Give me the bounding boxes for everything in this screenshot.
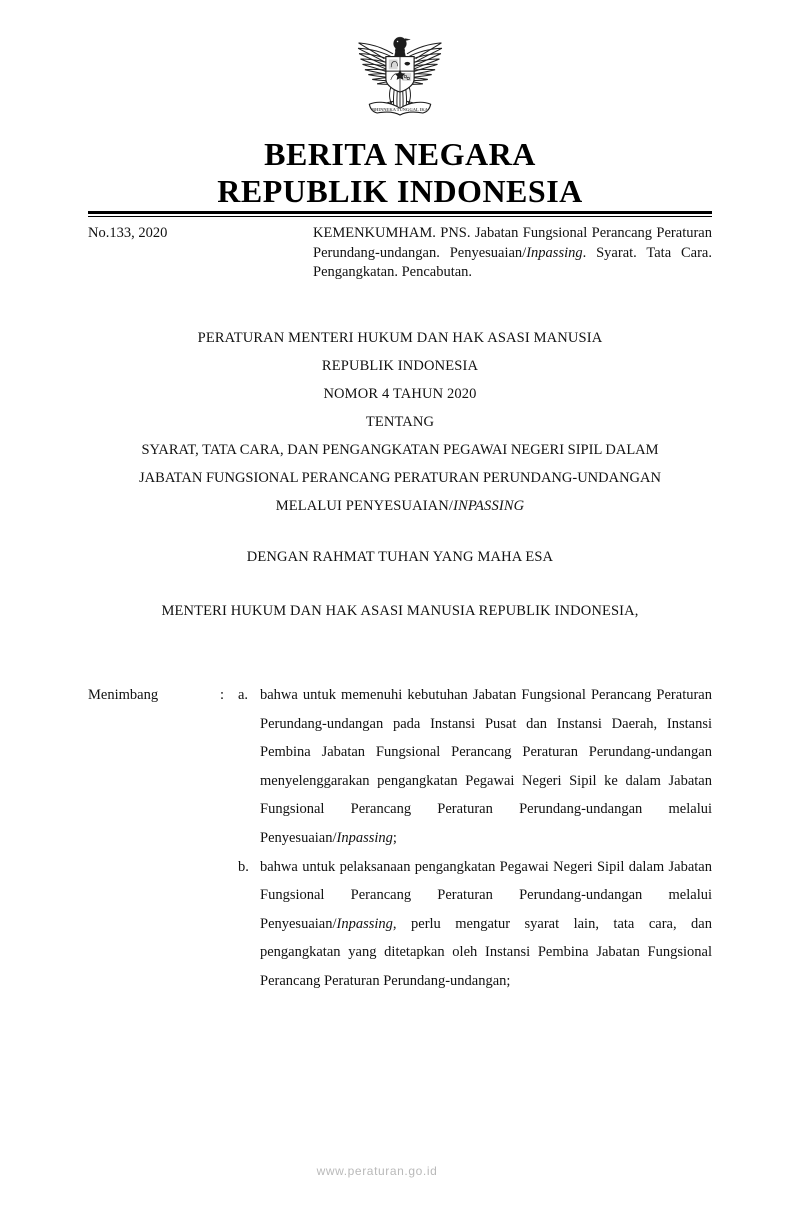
title-inpassing-prefix: MELALUI PENYESUAIAN/ bbox=[275, 498, 454, 514]
header-double-rule bbox=[88, 211, 712, 217]
source-watermark: www.peraturan.go.id bbox=[316, 1164, 438, 1178]
preamble-line-2: MENTERI HUKUM DAN HAK ASASI MANUSIA REPUBLIK INDONESIA, bbox=[161, 603, 639, 619]
preamble-line-1: DENGAN RAHMAT TUHAN YANG MAHA ESA bbox=[246, 549, 554, 565]
considering-section bbox=[88, 681, 712, 996]
title-line-tentang: TENTANG bbox=[365, 414, 435, 430]
subject-keywords: KEMENKUMHAM. PNS. Jabatan Fungsional Perancang Peraturan Perundang-undangan. Penyesuaian/Inpassing. Syarat. Tata Cara. Pengangkatan. Pencabutan. bbox=[313, 225, 712, 280]
masthead bbox=[0, 136, 800, 210]
title-line-subject-1: SYARAT, TATA CARA, DAN PENGANGKATAN PEGAWAI NEGERI SIPIL DALAM bbox=[141, 442, 659, 458]
rule-thin bbox=[88, 216, 712, 217]
considering-item-a bbox=[88, 681, 712, 853]
considering-letter-b: b. bbox=[238, 858, 249, 875]
emblem-container bbox=[0, 28, 800, 126]
garuda-pancasila-emblem bbox=[344, 28, 456, 126]
considering-item-b bbox=[88, 853, 712, 996]
title-line-subject-3 bbox=[60, 492, 740, 520]
masthead-line-2: REPUBLIK INDONESIA bbox=[217, 173, 583, 209]
gazette-number: No.133, 2020 bbox=[88, 225, 168, 241]
title-inpassing-italic: INPASSING bbox=[453, 498, 525, 514]
considering-letter-a: a. bbox=[238, 687, 249, 703]
svg-text:BHINNEKA TUNGGAL IKA: BHINNEKA TUNGGAL IKA bbox=[372, 107, 428, 113]
preamble-authority bbox=[60, 600, 740, 622]
footer bbox=[0, 1162, 800, 1180]
title-line-subject-2: JABATAN FUNGSIONAL PERANCANG PERATURAN PERUNDANG-UNDANGAN bbox=[139, 470, 661, 486]
considering-text-b: bahwa untuk pelaksanaan pengangkatan Pegawai Negeri Sipil dalam Jabatan Fungsional Perancang Peraturan Perundang-undangan melalui Penyesuaian/Inpassing, perlu mengatur syarat lain, tata cara, dan pengangkatan yang ditetapkan oleh Instansi Pembina Jabatan Fungsional Perancang Peraturan Perundang-undangan; bbox=[260, 858, 712, 989]
header-meta bbox=[88, 224, 712, 283]
considering-colon: : bbox=[220, 687, 225, 703]
masthead-line-1: BERITA NEGARA bbox=[264, 136, 536, 172]
considering-text-a: bahwa untuk memenuhi kebutuhan Jabatan Fungsional Perancang Peraturan Perundang-undangan pada Instansi Pusat dan Instansi Daerah, Instansi Pembina Jabatan Fungsional Perancang Peraturan Perundang-undangan menyelenggarakan pengangkatan Pegawai Negeri Sipil ke dalam Jabatan Fungsional Perancang Peraturan Perundang-undangan melalui Penyesuaian/Inpassing; bbox=[260, 687, 712, 846]
considering-label: Menimbang bbox=[88, 687, 159, 703]
title-line-ministry: PERATURAN MENTERI HUKUM DAN HAK ASASI MANUSIA bbox=[197, 330, 603, 346]
title-line-republic: REPUBLIK INDONESIA bbox=[321, 358, 479, 374]
regulation-title-block bbox=[60, 324, 740, 520]
title-line-number: NOMOR 4 TAHUN 2020 bbox=[323, 386, 477, 402]
preamble-blessing bbox=[60, 546, 740, 568]
